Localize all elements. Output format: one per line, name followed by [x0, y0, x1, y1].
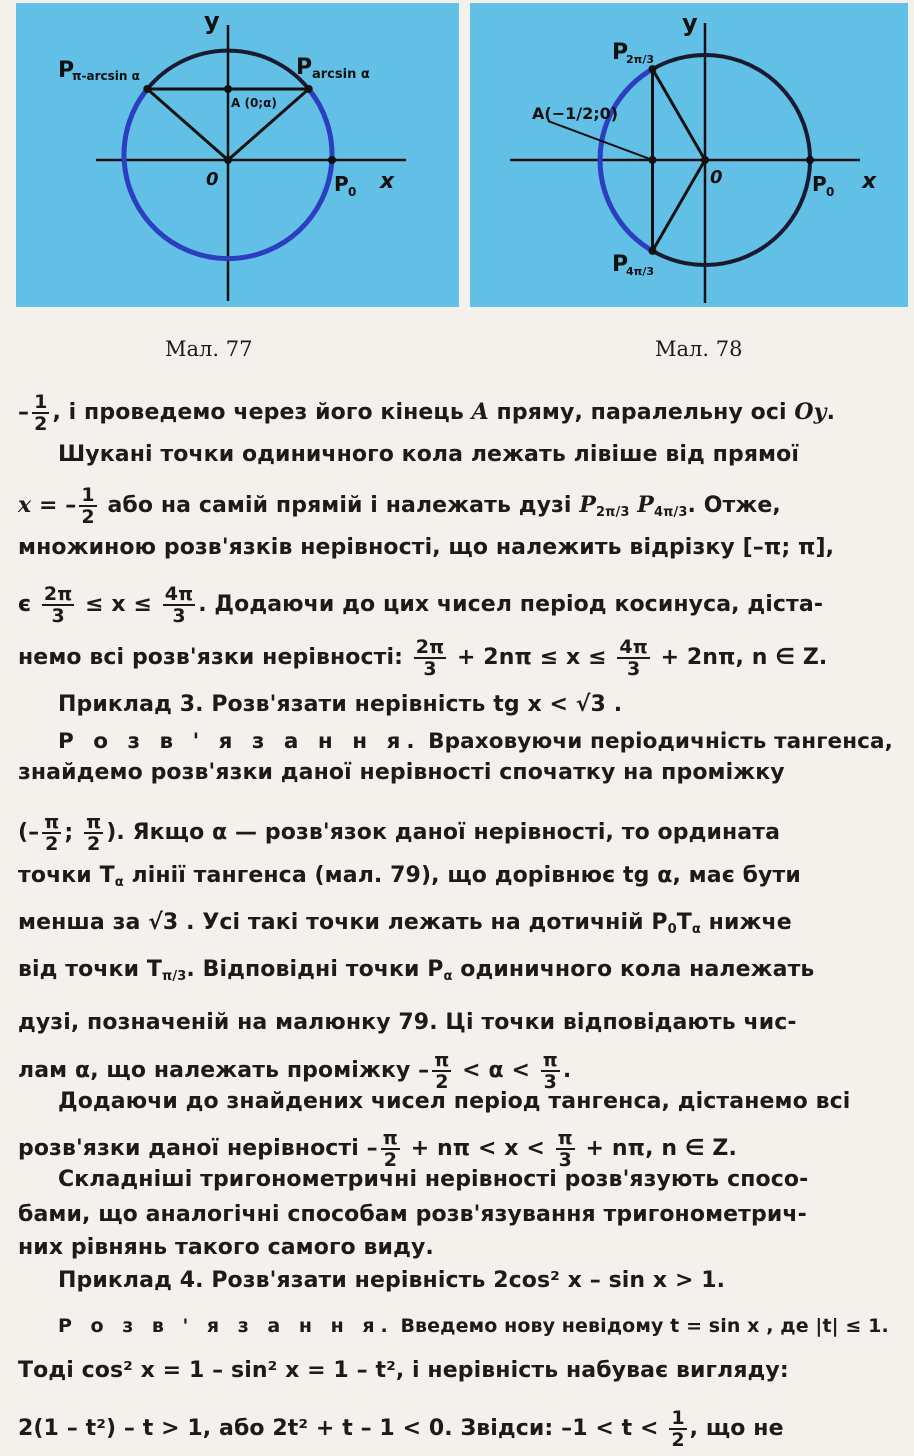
p0-label: P — [334, 172, 349, 196]
text-line-2: Шукані точки одиничного кола лежать лівіше від прямої — [58, 442, 799, 467]
fraction: $\frac{\pi}{2}$ — [434, 1049, 450, 1093]
a-label: A (0;α) — [231, 96, 277, 110]
fraction: $\frac{\pi}{3}$ — [557, 1127, 573, 1171]
text-line-12: менша за √3 . Усі такі точки лежать на дотичній $P_0T_\alpha$ нижче — [18, 910, 792, 937]
figure-77 — [16, 3, 459, 307]
x-label: x — [862, 169, 877, 194]
point-origin — [224, 156, 232, 164]
radius-top — [653, 69, 706, 160]
example-3-heading: Приклад 3. Розв'язати нерівність tg x < √3 . — [58, 692, 623, 717]
point-origin — [701, 156, 709, 164]
p-left-sub: π-arcsin α — [72, 69, 140, 83]
point-p0 — [328, 156, 336, 164]
fraction: $\frac{1}{2}$ — [671, 1407, 685, 1451]
fraction: $\frac{4\pi}{3}$ — [619, 636, 648, 680]
origin-label: 0 — [206, 169, 219, 190]
point-a — [649, 156, 657, 164]
text-line-13: від точки $T_{\pi/3}$. Відповідні точки $P_\alpha$ одиничного кола належать — [18, 957, 815, 984]
figure-78-diagram — [470, 3, 908, 307]
text-line-10: (– $\frac{\pi}{2}$ ; $\frac{\pi}{2}$ ). Якщо α — розв'язок даної нерівності, то ордината — [18, 811, 781, 855]
p-top-label: P — [612, 40, 629, 65]
text-line-9: знайдемо розв'язки даної нерівності спочатку на проміжку — [18, 760, 785, 785]
text-line-22: Р о з в ' я з а н н я. Введемо нову невідому t = sin x , де |t| ≤ 1. — [58, 1315, 889, 1337]
origin-label: 0 — [710, 167, 723, 188]
fraction: $\frac{2\pi}{3}$ — [415, 636, 445, 680]
point-p-right — [305, 85, 313, 93]
text-line-16: Додаючи до знайдених чисел період тангенса, дістанемо всі — [58, 1089, 851, 1114]
fraction: $\frac{1}{2}$ — [34, 391, 48, 435]
point-p0 — [806, 156, 814, 164]
caption-77: Мал. 77 — [165, 337, 253, 361]
caption-78: Мал. 78 — [655, 337, 743, 361]
point-p-left — [143, 85, 151, 93]
text-line-15: лам α, що належать проміжку – $\frac{\pi}{2}$ < α < $\frac{\pi}{3}$ . — [18, 1049, 572, 1093]
text-line-11: точки $T_\alpha$ лінії тангенса (мал. 79), що дорівнює tg α, має бути — [18, 863, 801, 890]
figure-78 — [470, 3, 908, 307]
p-left-label: P — [58, 58, 75, 83]
text-line-8: Р о з в ' я з а н н я. Враховуючи періодичність тангенса, — [58, 729, 893, 754]
point-a — [224, 85, 232, 93]
radius-bottom — [653, 160, 706, 251]
fraction: $\frac{\pi}{3}$ — [542, 1049, 558, 1093]
text-line-4: множиною розв'язків нерівності, що належить відрізку [–π; π], — [18, 535, 835, 560]
p-bottom-sub: 4π/3 — [626, 265, 655, 278]
example-4-heading: Приклад 4. Розв'язати нерівність 2cos² x – sin x > 1. — [58, 1268, 726, 1293]
a-label: A(−1/2;0) — [532, 104, 619, 123]
text-line-23: Тоді cos² x = 1 – sin² x = 1 – t², і нерівність набуває вигляду: — [18, 1358, 789, 1383]
point-p-top — [649, 65, 657, 73]
fraction: $\frac{2\pi}{3}$ — [43, 583, 73, 627]
p0-label: P — [812, 172, 827, 196]
figure-77-diagram — [16, 3, 459, 307]
text-line-14: дузі, позначеній на малюнку 79. Ці точки відповідають чис- — [18, 1010, 797, 1035]
fraction: $\frac{\pi}{2}$ — [44, 811, 60, 855]
y-label: y — [204, 7, 220, 35]
y-label: y — [682, 9, 698, 37]
fraction: $\frac{4\pi}{3}$ — [164, 583, 194, 627]
radius-left — [147, 89, 228, 160]
p-right-label: P — [296, 55, 313, 80]
text-line-18: Складніші тригонометричні нерівності розв'язують спосо- — [58, 1167, 809, 1192]
text-line-6: немо всі розв'язки нерівності: $\frac{2\pi}{3}$ + 2nπ ≤ x ≤ $\frac{4\pi}{3}$ + 2nπ, n ∈ Z. — [18, 636, 828, 680]
fraction: $\frac{\pi}{2}$ — [86, 811, 102, 855]
p0-sub: 0 — [826, 185, 835, 199]
text-line-24: 2(1 – t²) – t > 1, або 2t² + t – 1 < 0. Звідси: –1 < t < $\frac{1}{2}$ , що не — [18, 1407, 784, 1451]
fraction: $\frac{\pi}{2}$ — [382, 1127, 398, 1171]
text-line-19: бами, що аналогічні способам розв'язування тригонометрич- — [18, 1202, 807, 1227]
p-bottom-label: P — [612, 252, 629, 277]
p-top-sub: 2π/3 — [626, 53, 655, 66]
text-line-20: них рівнянь такого самого виду. — [18, 1235, 434, 1260]
text-line-3: x = – $\frac{1}{2}$ або на самій прямій і належать дузі $P_{2\pi/3}$ $P_{4\pi/3}$. Отже, — [18, 484, 781, 528]
p-right-sub: arcsin α — [312, 67, 370, 82]
text-line-5: є $\frac{2\pi}{3}$ ≤ x ≤ $\frac{4\pi}{3}$ . Додаючи до цих чисел період косинуса, діста- — [18, 583, 824, 627]
text-line-17: розв'язки даної нерівності – $\frac{\pi}{2}$ + nπ < x < $\frac{\pi}{3}$ + nπ, n ∈ Z. — [18, 1127, 737, 1171]
x-label: x — [380, 169, 395, 194]
text-line-1: – $\frac{1}{2}$ , і проведемо через його кінець A пряму, паралельну осі Oy. — [18, 391, 836, 435]
p0-sub: 0 — [348, 185, 357, 199]
fraction: $\frac{1}{2}$ — [81, 484, 95, 528]
point-p-bottom — [649, 247, 657, 255]
